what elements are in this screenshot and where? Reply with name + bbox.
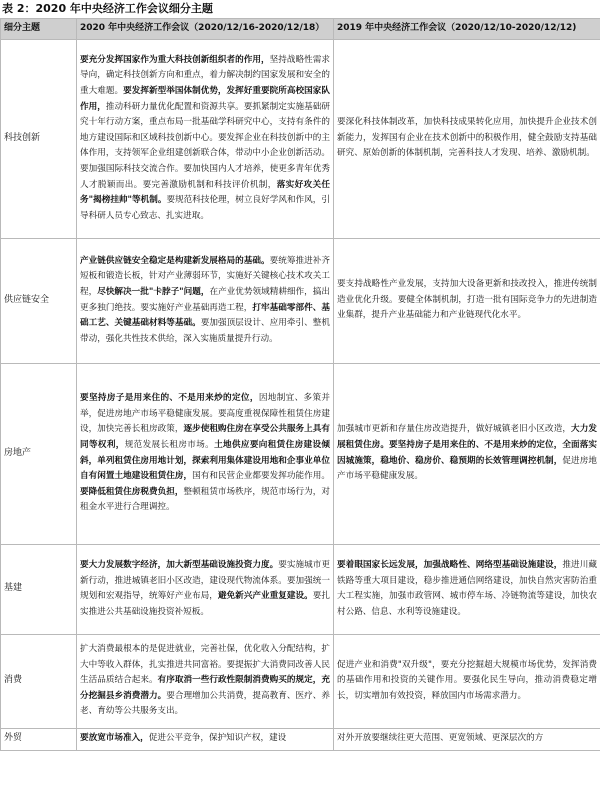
row-topic: 供应链安全 — [1, 238, 77, 363]
cell-2019-content — [334, 728, 600, 750]
body-text: 在产业优势领域精耕细作，搞出更多独门绝技。要实施好产业基础再造工程， — [80, 287, 330, 313]
cell-2019-content — [334, 544, 600, 634]
body-text: 要实施城市更新行动，推进城镇老旧小区改造，建设现代物流体系。要加强统一规划和宏观指导，统筹好产业布局， — [80, 559, 330, 602]
emphasized-text: 要放宽市场准入， — [80, 733, 149, 744]
body-text: 要统筹推进补齐短板和锻造长板，针对产业薄弱环节，实施好关键核心技术攻关工程， — [80, 255, 330, 297]
table-header-row — [1, 19, 600, 40]
table-row — [1, 728, 600, 750]
row-topic: 消费 — [1, 634, 77, 728]
table-body — [1, 39, 600, 750]
table-row — [1, 238, 600, 363]
emphasized-text: 产业链供应链安全稳定是构建新发展格局的基础。 — [80, 255, 270, 266]
body-text: 对外开放要继续往更大范围、更宽领域、更深层次的方 — [337, 733, 544, 744]
cell-2020-content — [77, 634, 334, 728]
emphasized-text: 大力发展租赁住房。要坚持房子是用来住的、不是用来炒的定位，全面落实因城施策，稳地价、稳房价、稳预期的长效管理调控机制， — [337, 424, 597, 466]
header-2020: 2020 年中央经济工作会议（2020/12/16-2020/12/18） — [77, 19, 334, 40]
body-text: 整顿租赁市场秩序，规范市场行为，对租金水平进行合理调控。 — [80, 486, 330, 513]
table-row — [1, 39, 600, 238]
emphasized-text: 要降低租赁住房税费负担， — [80, 486, 184, 497]
cell-2020-content — [77, 728, 334, 750]
body-text: 加强城市更新和存量住房改造提升，做好城镇老旧小区改造， — [337, 424, 572, 435]
cell-2020-content — [77, 544, 334, 634]
cell-2020-content — [77, 363, 334, 544]
cell-2019-content — [334, 238, 600, 363]
body-text: 因地制宜、多策并举，促进房地产市场平稳健康发展。要高度重视保障性租赁住房建设，加快完善长租房政策， — [80, 393, 330, 435]
body-text: 促进产业和消费"双升级"，要充分挖掘超大规模市场优势，发挥消费的基础作用和投资的关键作用。 — [337, 659, 597, 686]
body-text: 要深化科技体制改革，加快科技成果转化应用，加快提升企业技术创新能力，发挥国有企业在技术创新中的积极作用，健全鼓励支持基础研究、原始创新的体制机制，完善科技人才发现、培养、激励机制。 — [337, 117, 597, 159]
table-row — [1, 634, 600, 728]
body-text: 扩大消费最根本的是促进就业，完善社保，优化收入分配结构，扩大中等收入群体，扎实推进共同富裕。要提振扩大消费同改善人民生活品质结合起来。 — [80, 644, 330, 686]
row-topic: 科技创新 — [1, 39, 77, 238]
emphasized-text: 要大力发展数字经济，加大新型基础设施投资力度。 — [80, 559, 279, 570]
cell-2020-content — [77, 238, 334, 363]
cell-2019-content — [334, 634, 600, 728]
emphasized-text: 要发挥新型举国体制优势，发挥好重要院所高校国家队作用， — [80, 86, 330, 112]
body-text: 推动科研力量优化配置和资源共享。要抓紧制定实施基础研究十年行动方案，重点布局一批基础学科研究中心，支持有条件的地方建设国际和区域科技创新中心。要发挥企业在科技创新中的主体作用，支持领军企业组建创新联合体，带动中小企业创新活动。要加强国际科技交流合作。要加快国内人才培养，使更多青年优秀人才脱颖而出。要完善激励机制和科技评价机制， — [80, 101, 330, 190]
table-title: 表 2：2020 年中央经济工作会议细分主题 — [2, 2, 213, 15]
table-row — [1, 363, 600, 544]
cell-2020-content — [77, 39, 334, 238]
body-text: 国有和民营企业都要发挥功能作用。 — [192, 471, 330, 482]
row-topic: 房地产 — [1, 363, 77, 544]
emphasized-text: 落实好攻关任务"揭榜挂帅"等机制。 — [80, 179, 330, 206]
row-topic: 基建 — [1, 544, 77, 634]
emphasized-text: 要坚持房子是用来住的、不是用来炒的定位， — [80, 393, 259, 404]
body-text: 规范发展长租房市场。 — [124, 440, 215, 450]
header-topic: 细分主题 — [1, 19, 77, 40]
table-row — [1, 544, 600, 634]
emphasized-text: 要着眼国家长远发展，加强战略性、网络型基础设施建设， — [337, 559, 563, 570]
body-text: 要规范科技伦理，树立良好学风和作风，引导科研人员专心致志、扎实进取。 — [80, 195, 330, 221]
emphasized-text: 要充分发挥国家作为重大科技创新组织者的作用， — [80, 54, 270, 65]
emphasized-text: 有序取消一些行政性限制消费购买的规定，充分挖掘县乡消费潜力。 — [80, 675, 330, 701]
cell-2019-content — [334, 39, 600, 238]
comparison-table — [0, 18, 600, 751]
cell-2019-content — [334, 363, 600, 544]
body-text: 促进公平竞争，保护知识产权，建设 — [148, 733, 287, 744]
body-text: 要合理增加公共消费，提高教育、医疗、养老、育幼等公共服务支出。 — [80, 690, 330, 717]
body-text: 促进房地产市场平稳健康发展。 — [337, 455, 597, 482]
body-text: 要健全体制机制，打造一批有国际竞争力的先进制造业集群，提升产业基础能力和产业链现代化水平。 — [337, 294, 597, 321]
body-text: 要扎实推进公共基础设施投资补短板。 — [80, 591, 330, 617]
body-text: 坚持战略性需求导向，确定科技创新方向和重点，着力解决制约国家发展和安全的重大难题。 — [80, 54, 330, 97]
emphasized-text: 避免新兴产业重复建设。 — [217, 591, 313, 602]
body-text: 要强化民生导向，推动消费稳定增长，切实增加有效投资，释放国内市场需求潜力。 — [337, 675, 597, 701]
row-topic: 外贸 — [1, 728, 77, 750]
body-text: 要支持战略性产业发展，支持加大设备更新和技改投入，推进传统制造业优化升级。 — [337, 279, 597, 305]
emphasized-text: 土地供应要向租赁住房建设倾斜，单列租赁住房用地计划，探索利用集体建设用地和企事业单位自有闲置土地建设租赁住房， — [80, 440, 330, 482]
body-text: 要加强顶层设计、应用牵引、整机带动，强化共性技术供给，深入实施质量提升行动。 — [80, 318, 330, 344]
emphasized-text: 尽快解决一批"卡脖子"问题， — [97, 287, 210, 297]
body-text: 推进川藏铁路等重大项目建设，稳步推进通信网络建设，加快自然灾害防治重大工程实施，加强市政管网、城市停车场、冷链物流等建设，加快农村公路、信息、水利等设施建设。 — [337, 559, 597, 617]
emphasized-text: 逐步使租购住房在享受公共服务上具有同等权利， — [80, 424, 330, 450]
emphasized-text: 打牢基础零部件、基础工艺、关键基础材料等基础。 — [80, 302, 330, 329]
header-2019: 2019 年中央经济工作会议（2020/12/10-2020/12/12) — [334, 19, 600, 40]
